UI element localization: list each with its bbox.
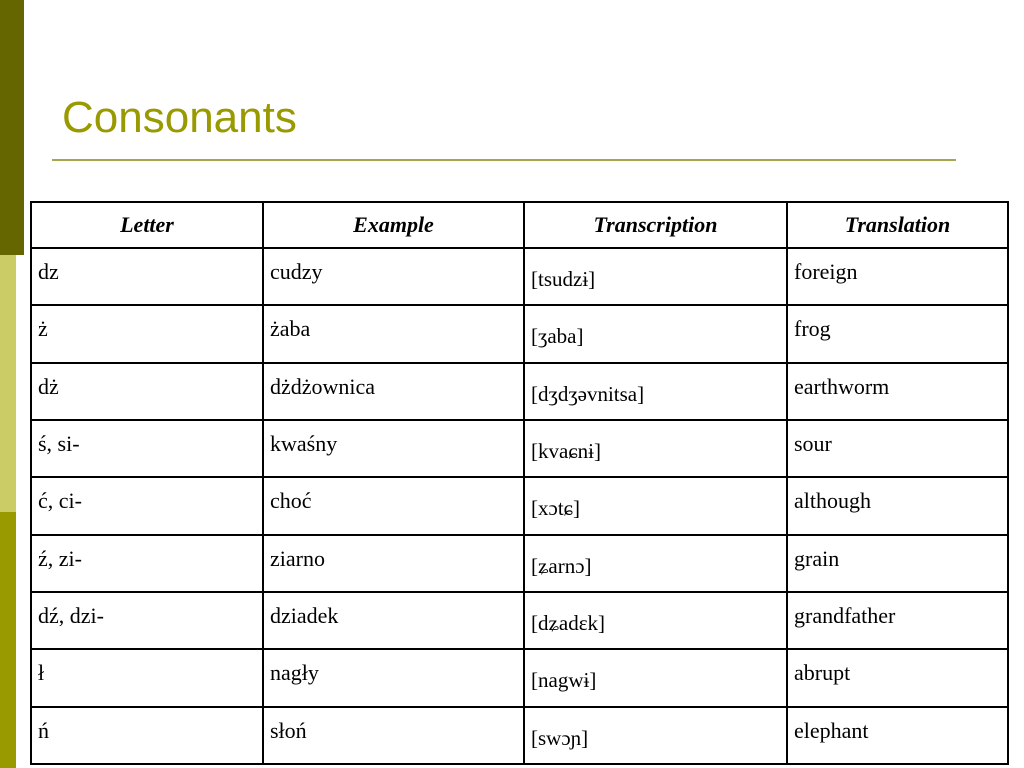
cell-example: żaba xyxy=(263,305,524,362)
cell-translation: abrupt xyxy=(787,649,1008,706)
cell-letter: ś, si- xyxy=(31,420,263,477)
cell-transcription: [swɔɲ] xyxy=(524,707,787,764)
cell-letter: dż xyxy=(31,363,263,420)
cell-example: nagły xyxy=(263,649,524,706)
cell-example: ziarno xyxy=(263,535,524,592)
header-example: Example xyxy=(263,202,524,248)
cell-example: dziadek xyxy=(263,592,524,649)
consonants-table xyxy=(30,201,1009,765)
cell-letter: ć, ci- xyxy=(31,477,263,534)
table-row xyxy=(31,649,1008,706)
cell-letter: ż xyxy=(31,305,263,362)
cell-letter: ł xyxy=(31,649,263,706)
table-row xyxy=(31,592,1008,649)
cell-example: choć xyxy=(263,477,524,534)
table-row xyxy=(31,305,1008,362)
table-row xyxy=(31,707,1008,764)
cell-example: słoń xyxy=(263,707,524,764)
cell-letter: dź, dzi- xyxy=(31,592,263,649)
cell-translation: sour xyxy=(787,420,1008,477)
cell-translation: foreign xyxy=(787,248,1008,305)
table-row xyxy=(31,248,1008,305)
consonants-table-container xyxy=(30,201,1007,765)
cell-transcription: [nagwɨ] xyxy=(524,649,787,706)
table-row xyxy=(31,535,1008,592)
table-row xyxy=(31,420,1008,477)
table-header-row xyxy=(31,202,1008,248)
decorative-bar-bottom xyxy=(0,512,16,768)
cell-example: kwaśny xyxy=(263,420,524,477)
cell-example: dżdżownica xyxy=(263,363,524,420)
cell-transcription: [xɔtɕ] xyxy=(524,477,787,534)
cell-translation: earthworm xyxy=(787,363,1008,420)
header-translation: Translation xyxy=(787,202,1008,248)
cell-transcription: [dʑadɛk] xyxy=(524,592,787,649)
slide-title: Consonants xyxy=(62,93,297,142)
decorative-bar-middle xyxy=(0,255,16,512)
cell-transcription: [tsudzɨ] xyxy=(524,248,787,305)
cell-translation: although xyxy=(787,477,1008,534)
cell-transcription: [kvaɕnɨ] xyxy=(524,420,787,477)
table-row xyxy=(31,363,1008,420)
cell-translation: grandfather xyxy=(787,592,1008,649)
cell-transcription: [ʒaba] xyxy=(524,305,787,362)
cell-translation: elephant xyxy=(787,707,1008,764)
cell-letter: ź, zi- xyxy=(31,535,263,592)
cell-letter: dz xyxy=(31,248,263,305)
decorative-bar-top xyxy=(0,0,24,255)
cell-translation: frog xyxy=(787,305,1008,362)
header-transcription: Transcription xyxy=(524,202,787,248)
cell-transcription: [dʒdʒəvnitsa] xyxy=(524,363,787,420)
table-row xyxy=(31,477,1008,534)
title-underline xyxy=(52,159,956,161)
cell-transcription: [ʑarnɔ] xyxy=(524,535,787,592)
cell-translation: grain xyxy=(787,535,1008,592)
cell-letter: ń xyxy=(31,707,263,764)
header-letter: Letter xyxy=(31,202,263,248)
cell-example: cudzy xyxy=(263,248,524,305)
